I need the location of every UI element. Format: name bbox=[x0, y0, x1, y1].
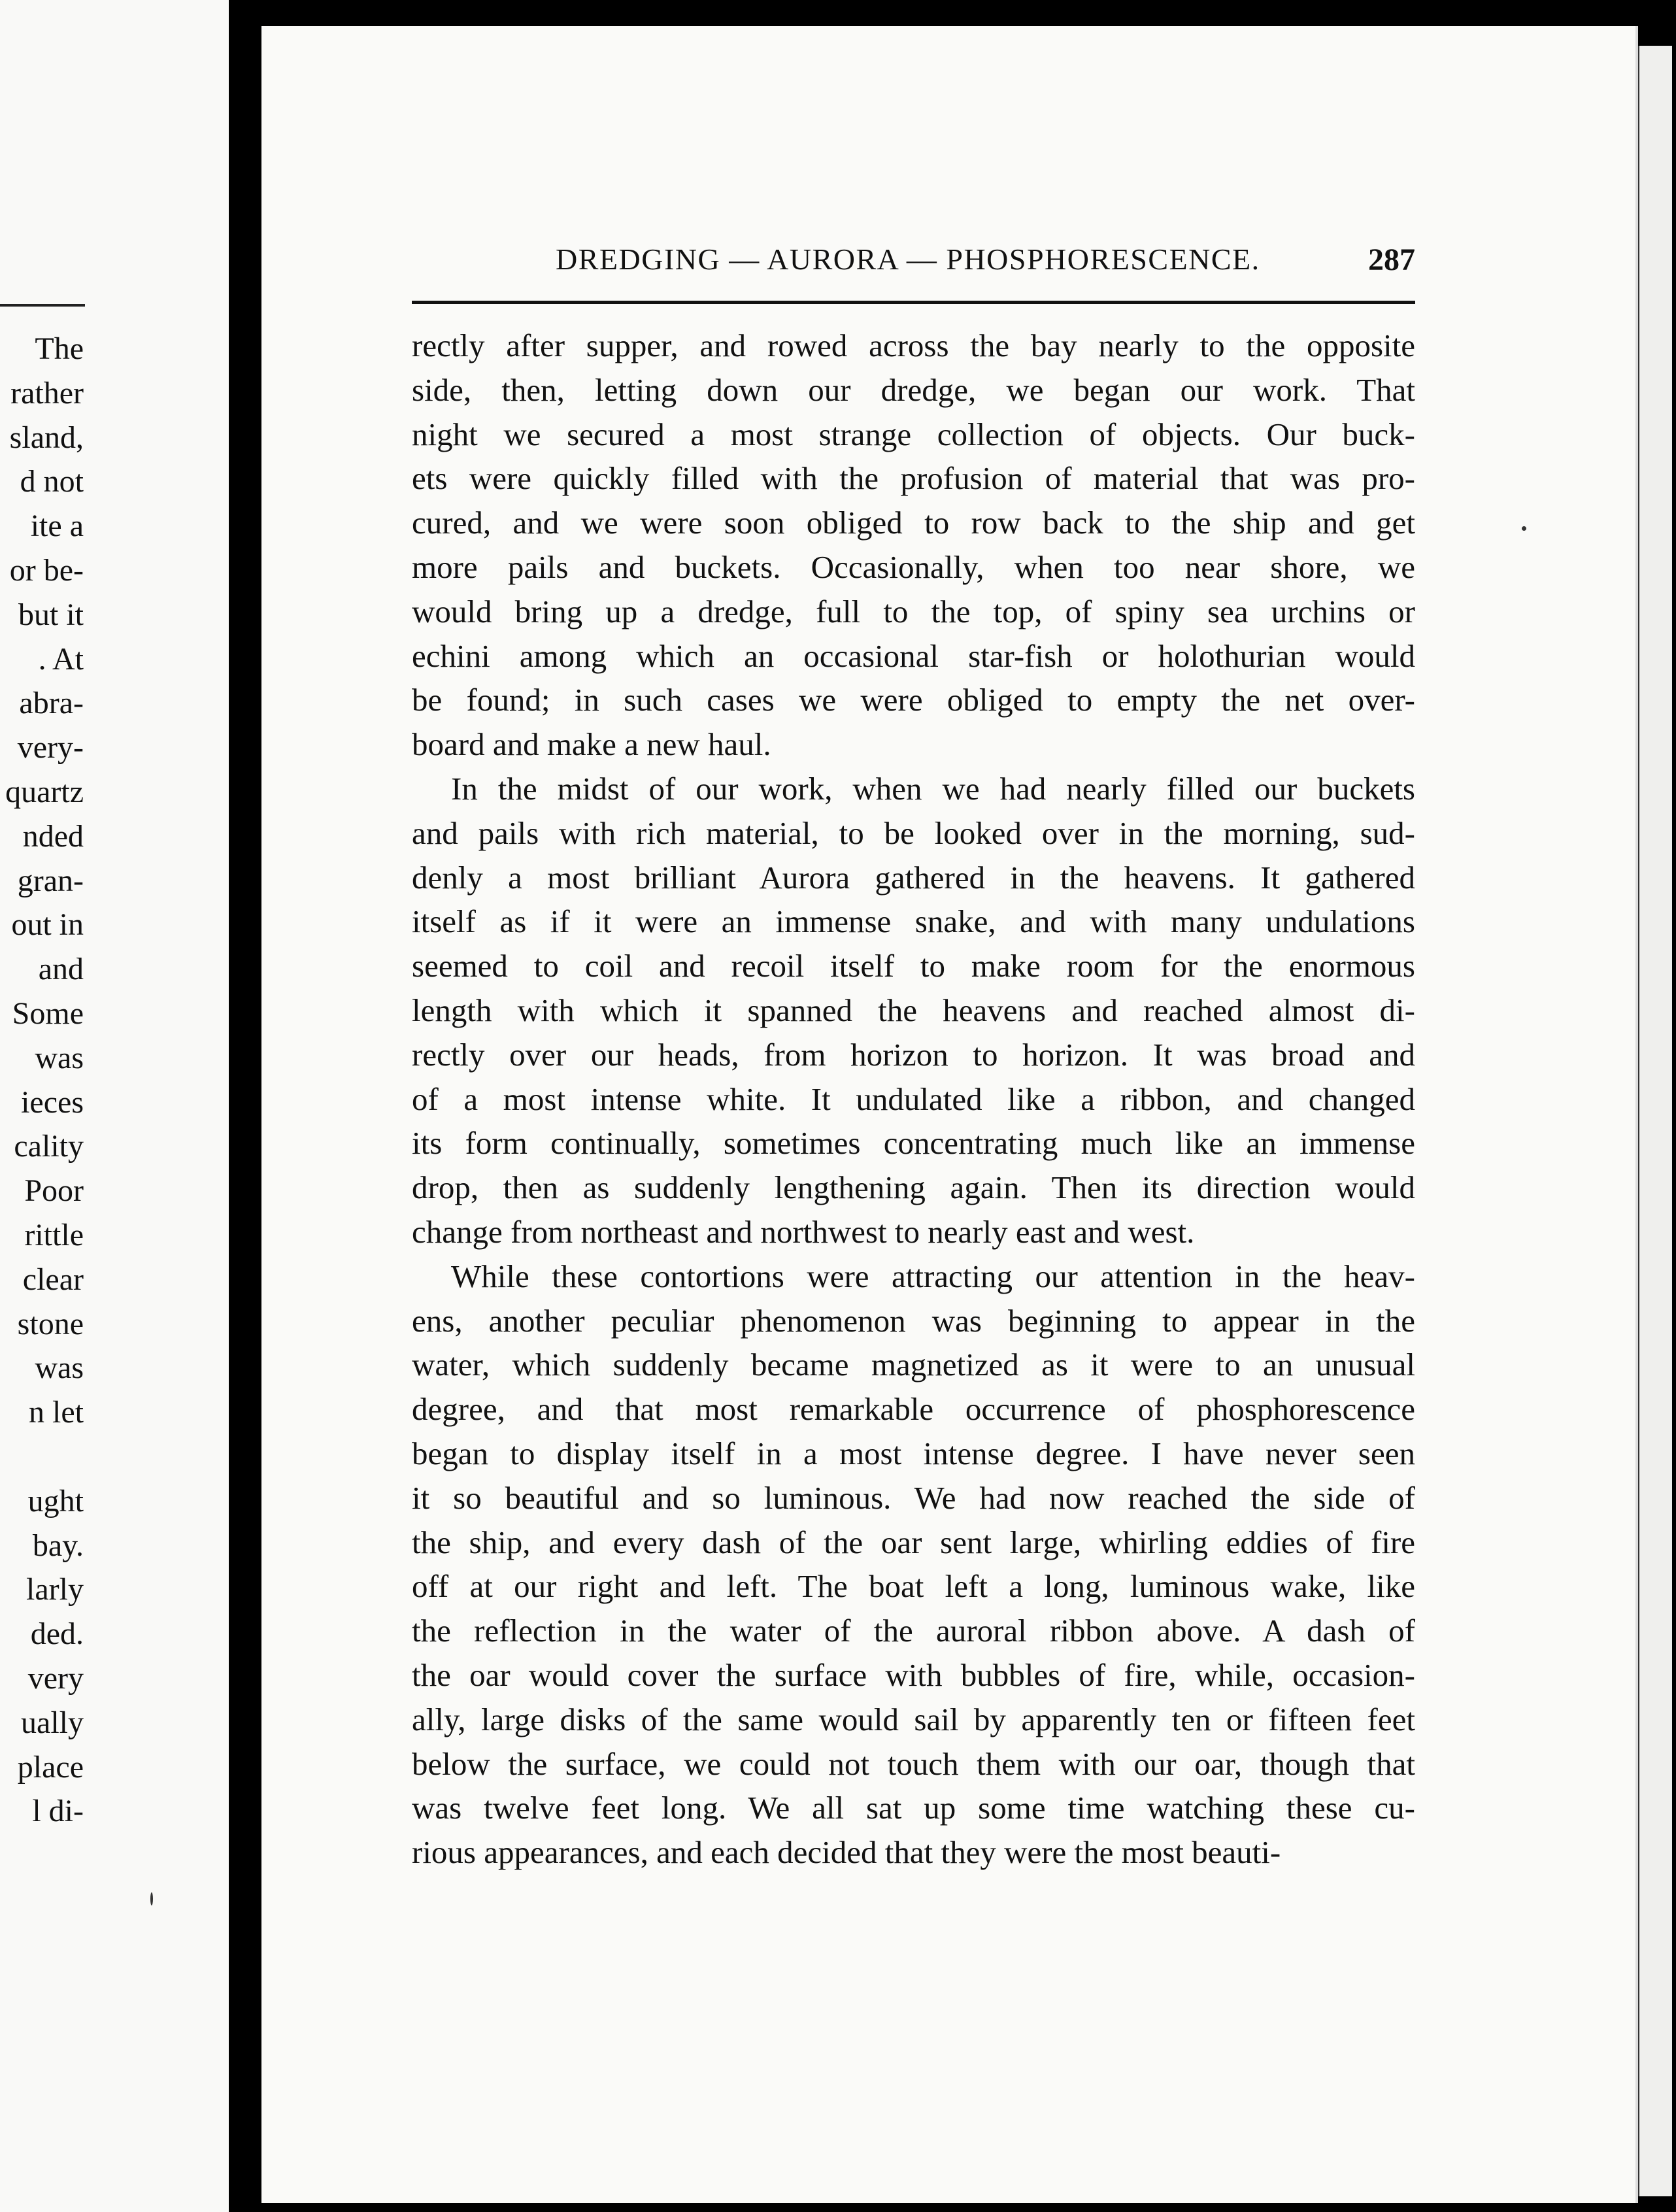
page-speck bbox=[150, 1892, 153, 1905]
text-line: the oar would cover the surface with bubbles of fire, while, occasion- bbox=[412, 1656, 1415, 1693]
text-line: its form continually, sometimes concentrating much like an immense bbox=[412, 1125, 1415, 1162]
running-head bbox=[412, 242, 1415, 294]
text-line: rectly after supper, and rowed across the bay nearly to the opposite bbox=[412, 327, 1415, 363]
text-line: and pails with rich material, to be looked over in the morning, sud- bbox=[412, 814, 1415, 851]
left-page-line: out in bbox=[11, 907, 84, 943]
text-line: was twelve feet long. We all sat up some time watching these cu- bbox=[412, 1790, 1415, 1826]
left-page-line: d not bbox=[20, 464, 84, 499]
left-page-line: ieces bbox=[21, 1084, 84, 1120]
left-page-line: very- bbox=[17, 730, 84, 765]
left-page-line: ded. bbox=[30, 1617, 84, 1652]
left-page-line: l di- bbox=[32, 1794, 84, 1829]
text-line: night we secured a most strange collection of objects. Our buck- bbox=[412, 416, 1415, 452]
left-page-line: stone bbox=[17, 1306, 84, 1341]
text-line: rious appearances, and each decided that they were the most beauti- bbox=[412, 1834, 1281, 1871]
left-page-line: very bbox=[27, 1660, 84, 1696]
left-page-line: Poor bbox=[24, 1173, 84, 1209]
left-page-line: ually bbox=[21, 1705, 84, 1740]
left-page-rule bbox=[0, 304, 85, 307]
page-number: 287 bbox=[1368, 243, 1415, 277]
running-title: DREDGING — AURORA — PHOSPHORESCENCE. bbox=[556, 243, 1260, 276]
text-line: change from northeast and northwest to nearly east and west. bbox=[412, 1213, 1195, 1250]
left-page-line: bay. bbox=[32, 1528, 84, 1563]
left-page-line: Some bbox=[12, 996, 84, 1031]
left-page-line: was bbox=[35, 1040, 84, 1075]
header-rule bbox=[412, 301, 1415, 304]
text-line: ets were quickly filled with the profusion of material that was pro- bbox=[412, 460, 1415, 497]
text-line: would bring up a dredge, full to the top, of spiny sea urchins or bbox=[412, 593, 1415, 629]
text-line: the reflection in the water of the auroral ribbon above. A dash of bbox=[412, 1613, 1415, 1649]
left-page-line: . At bbox=[38, 641, 84, 677]
text-line: began to display itself in a most intense degree. I have never seen bbox=[412, 1435, 1415, 1471]
body-text bbox=[412, 324, 1415, 1875]
text-line: length with which it spanned the heavens and reached almost di- bbox=[412, 992, 1415, 1028]
text-line: itself as if it were an immense snake, and with many undulations bbox=[412, 903, 1415, 940]
left-page-line: quartz bbox=[5, 774, 84, 809]
page-edge bbox=[1638, 46, 1672, 2196]
text-line: degree, and that most remarkable occurrence of phosphorescence bbox=[412, 1391, 1415, 1428]
left-page-line: was bbox=[35, 1350, 84, 1386]
text-line: the ship, and every dash of the oar sent large, whirling eddies of fire bbox=[412, 1524, 1415, 1560]
text-line: ens, another peculiar phenomenon was beginning to appear in the bbox=[412, 1302, 1415, 1339]
text-line: While these contortions were attracting our attention in the heav- bbox=[451, 1258, 1415, 1294]
left-page-line: and bbox=[38, 952, 84, 987]
text-line: seemed to coil and recoil itself to make room for the enormous bbox=[412, 948, 1415, 984]
left-page-line: rather bbox=[10, 375, 84, 411]
left-page-line: cality bbox=[14, 1129, 84, 1164]
left-page-line: ite a bbox=[30, 509, 84, 544]
text-line: it so beautiful and so luminous. We had now reached the side of bbox=[412, 1479, 1415, 1516]
left-page-line: rittle bbox=[24, 1217, 84, 1252]
left-page-line: The bbox=[35, 331, 84, 366]
text-line: denly a most brilliant Aurora gathered in the heavens. It gathered bbox=[412, 859, 1415, 896]
left-page-line: sland, bbox=[9, 420, 84, 455]
text-line: drop, then as suddenly lengthening again. Then its direction would bbox=[412, 1169, 1415, 1206]
left-page-line: place bbox=[17, 1749, 84, 1785]
text-line: more pails and buckets. Occasionally, when too near shore, we bbox=[412, 548, 1415, 585]
text-line: below the surface, we could not touch them with our oar, though that bbox=[412, 1745, 1415, 1782]
text-line: be found; in such cases we were obliged to empty the net over- bbox=[412, 682, 1415, 718]
text-line: In the midst of our work, when we had nearly filled our buckets bbox=[451, 770, 1415, 807]
left-page-line: larly bbox=[26, 1572, 84, 1607]
text-line: rectly over our heads, from horizon to horizon. It was broad and bbox=[412, 1036, 1415, 1073]
text-line: side, then, letting down our dredge, we began our work. That bbox=[412, 371, 1415, 408]
left-page-line: ught bbox=[27, 1483, 84, 1518]
text-line: ally, large disks of the same would sail by apparently ten or fifteen feet bbox=[412, 1701, 1415, 1737]
left-page-line: clear bbox=[22, 1262, 84, 1297]
text-line: water, which suddenly became magnetized as it were to an unusual bbox=[412, 1347, 1415, 1383]
text-line: board and make a new haul. bbox=[412, 726, 771, 763]
left-page-text bbox=[0, 327, 84, 1834]
left-page-line: abra- bbox=[19, 686, 84, 721]
left-page-line: but it bbox=[18, 597, 84, 632]
left-page-line: gran- bbox=[17, 863, 84, 898]
left-page-line bbox=[0, 1435, 84, 1479]
text-line: cured, and we were soon obliged to row back to the ship and get bbox=[412, 505, 1415, 541]
left-page-line: nded bbox=[22, 818, 84, 854]
left-page-line: or be- bbox=[9, 552, 84, 588]
left-page-line: n let bbox=[29, 1395, 84, 1430]
left-page bbox=[0, 0, 229, 2212]
text-line: echini among which an occasional star-fish or holothurian would bbox=[412, 637, 1415, 674]
text-line: of a most intense white. It undulated like a ribbon, and changed bbox=[412, 1081, 1415, 1117]
page-speck bbox=[1522, 526, 1526, 531]
text-line: off at our right and left. The boat left a long, luminous wake, like bbox=[412, 1568, 1415, 1605]
